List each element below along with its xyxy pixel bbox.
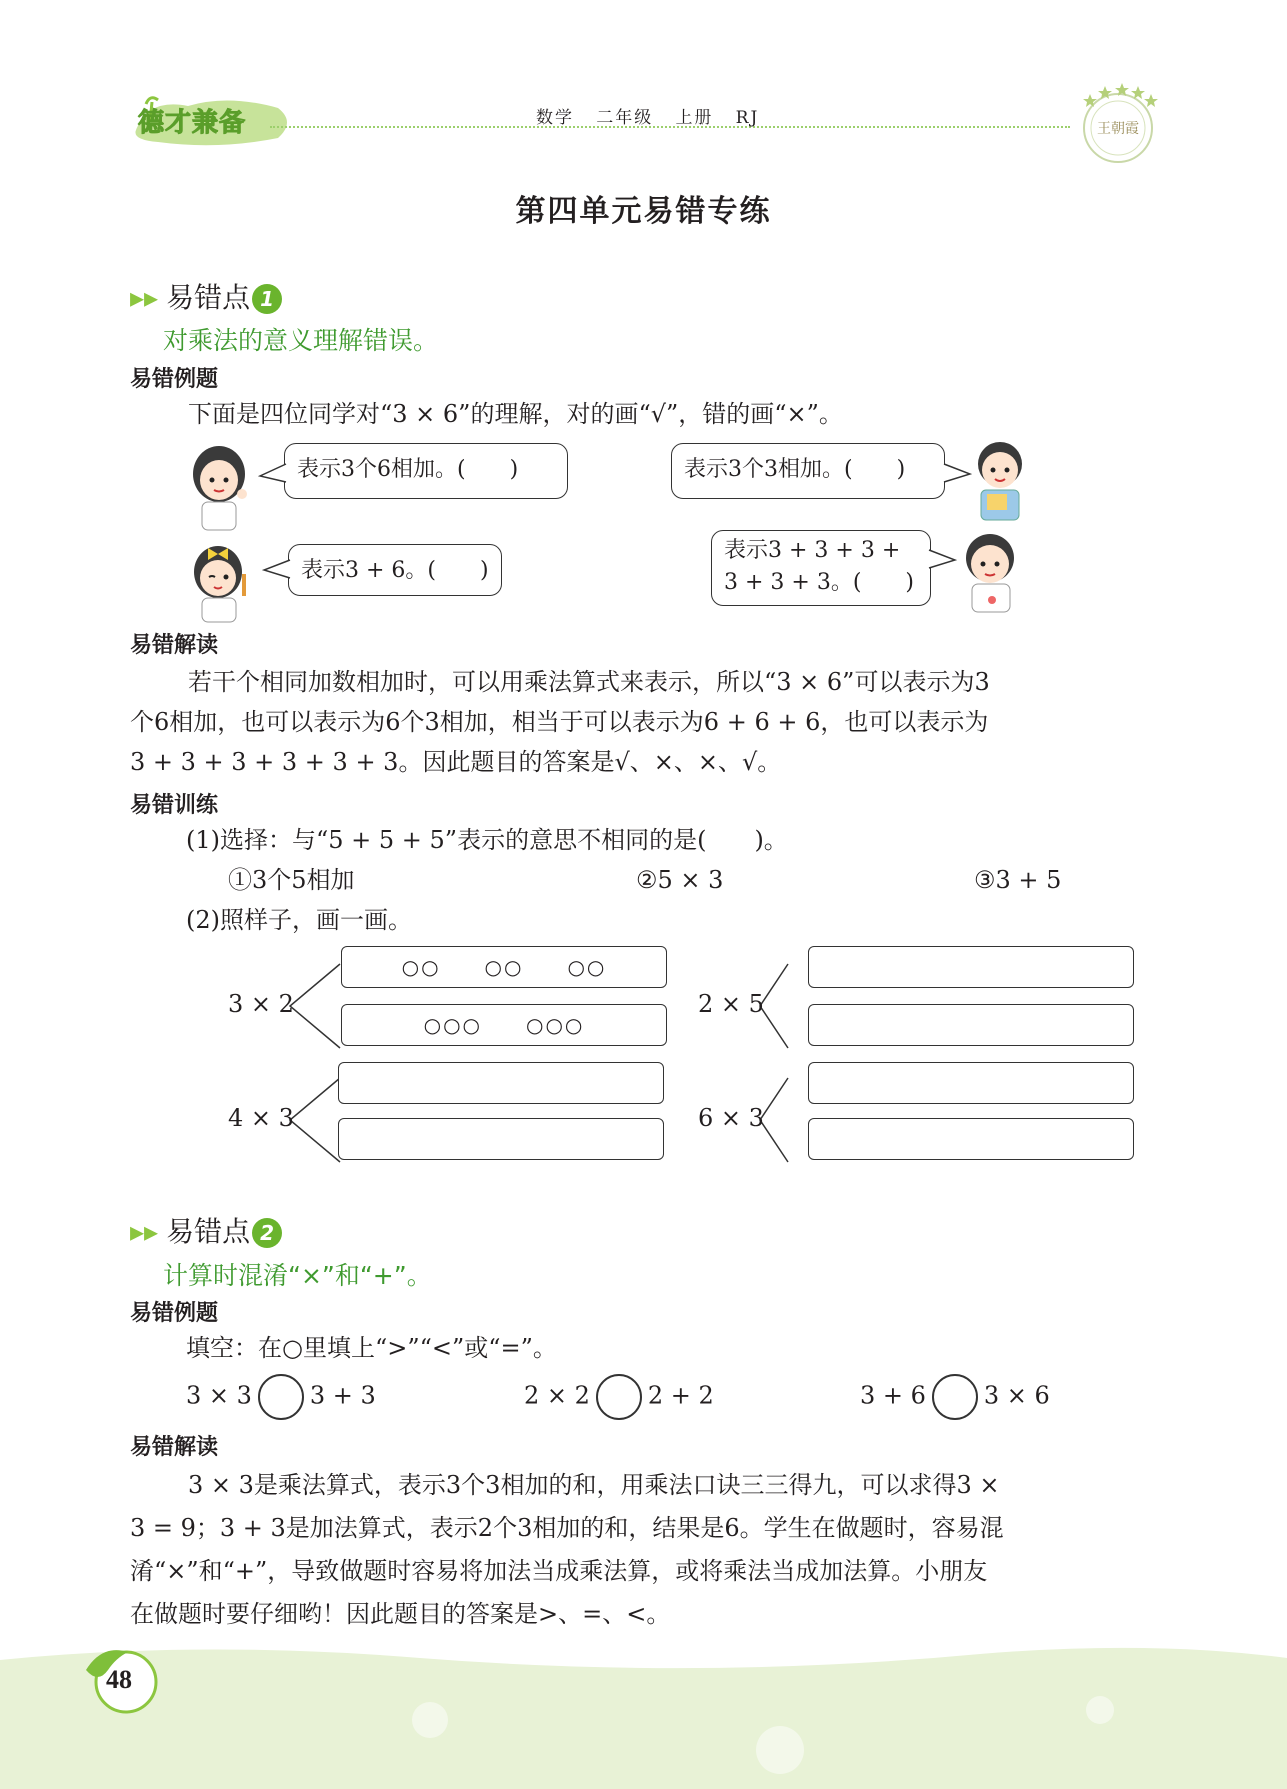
header-info [536, 103, 759, 128]
compare-1: 3 × 3 3 + 3 [186, 1374, 376, 1420]
double-arrow-icon: ▸▸ [130, 1215, 159, 1248]
explain-line: 3 = 9；3 + 3是加法算式，表示2个3相加的和，结果是6。学生在做题时，容易混 [130, 1514, 1004, 1542]
draw-expr-4: 6 × 3 [698, 1104, 764, 1132]
compare-3: 3 + 6 3 × 6 [860, 1374, 1050, 1420]
number-badge: 2 [252, 1218, 282, 1248]
practice-label: 易错训练 [130, 793, 219, 818]
compare-2: 2 × 2 2 + 2 [524, 1374, 714, 1420]
bubble-tail-3 [262, 558, 292, 582]
explain-line: 在做题时要仔细哟！因此题目的答案是>、=、<。 [130, 1600, 671, 1628]
answer-circle[interactable] [932, 1374, 978, 1420]
q1-option-2: ②5 × 3 [636, 866, 724, 894]
question-2: (2)照样子，画一画。 [186, 906, 412, 934]
example-label-2: 易错例题 [130, 1301, 219, 1326]
page-title: 第四单元易错专练 [515, 194, 772, 229]
header-subject: 数学 [536, 108, 574, 128]
explain-line: 3 + 3 + 3 + 3 + 3 + 3。因此题目的答案是√、×、×、√。 [130, 748, 782, 776]
example-prompt: 下面是四位同学对“3 × 6”的理解，对的画“√”，错的画“×”。 [188, 400, 843, 428]
header-edition: RJ [735, 108, 760, 128]
example-label: 易错例题 [130, 367, 219, 392]
explain-line: 个6相加，也可以表示为6个3相加，相当于可以表示为6 + 6 + 6，也可以表示为 [130, 708, 989, 736]
double-arrow-icon: ▸▸ [130, 281, 159, 314]
seal-text: 王朝霞 [1097, 122, 1139, 137]
error-point-2-subtitle: 计算时混淆“×”和“+”。 [163, 1261, 432, 1290]
speech-bubble-1: 表示3个6相加。( ) [284, 443, 568, 499]
explain-line: 淆“×”和“+”，导致做题时容易将加法当成乘法算，或将乘法当成加法算。小朋友 [130, 1557, 988, 1585]
error-point-2-heading: ▸▸ 易错点 2 [130, 1210, 282, 1250]
speech-bubble-4: 表示3 + 3 + 3 + 3 + 3 + 3。( ) [711, 530, 931, 606]
bubble-tail-2 [942, 462, 972, 486]
draw-box-3a[interactable] [338, 1062, 664, 1104]
error-point-1-heading: ▸▸ 易错点 1 [130, 276, 282, 316]
draw-box-2a[interactable] [808, 946, 1134, 988]
header-grade: 二年级 [596, 108, 654, 128]
error-point-1-subtitle: 对乘法的意义理解错误。 [163, 326, 439, 355]
explain-label-2: 易错解读 [130, 1435, 219, 1460]
explain-paragraph-2 [130, 1464, 1140, 1636]
draw-box-3b[interactable] [338, 1118, 664, 1160]
answer-circle[interactable] [258, 1374, 304, 1420]
draw-box-1b: ○○○ ○○○ [341, 1004, 667, 1046]
explain-line: 3 × 3是乘法算式，表示3个3相加的和，用乘法口诀三三得九，可以求得3 × [188, 1471, 1000, 1499]
boy-pointing-illustration [952, 530, 1026, 614]
girl-bow-illustration [184, 540, 256, 624]
header-volume: 上册 [675, 108, 714, 128]
explain-paragraph-1 [130, 662, 1140, 782]
example-prompt-2: 填空：在○里填上“>”“<”或“=”。 [186, 1334, 557, 1362]
speech-bubble-2: 表示3个3相加。( ) [671, 443, 945, 499]
boy-book-illustration [965, 438, 1035, 524]
draw-box-4b[interactable] [808, 1118, 1134, 1160]
brand-text: 德才兼备 [138, 108, 247, 138]
explain-label: 易错解读 [130, 633, 219, 658]
number-badge: 1 [252, 284, 282, 314]
bubble-tail-1 [258, 462, 288, 486]
draw-box-1a: ○○ ○○ ○○ [341, 946, 667, 988]
q1-option-1: ①3个5相加 [228, 866, 355, 894]
speech-bubble-3: 表示3 + 6。( ) [288, 544, 502, 596]
draw-box-2b[interactable] [808, 1004, 1134, 1046]
draw-box-4a[interactable] [808, 1062, 1134, 1104]
girl-thinking-illustration [182, 442, 256, 534]
footer-decoration [0, 1640, 1287, 1789]
draw-expr-3: 4 × 3 [228, 1104, 294, 1132]
page-number: 48 [106, 1665, 132, 1694]
answer-circle[interactable] [596, 1374, 642, 1420]
question-1: (1)选择：与“5 + 5 + 5”表示的意思不相同的是( )。 [186, 826, 788, 854]
draw-expr-2: 2 × 5 [698, 990, 764, 1018]
draw-expr-1: 3 × 2 [228, 990, 294, 1018]
q1-option-3: ③3 + 5 [974, 866, 1062, 894]
explain-line: 若干个相同加数相加时，可以用乘法算式来表示，所以“3 × 6”可以表示为3 [188, 668, 990, 696]
bubble-tail-4 [927, 548, 957, 572]
